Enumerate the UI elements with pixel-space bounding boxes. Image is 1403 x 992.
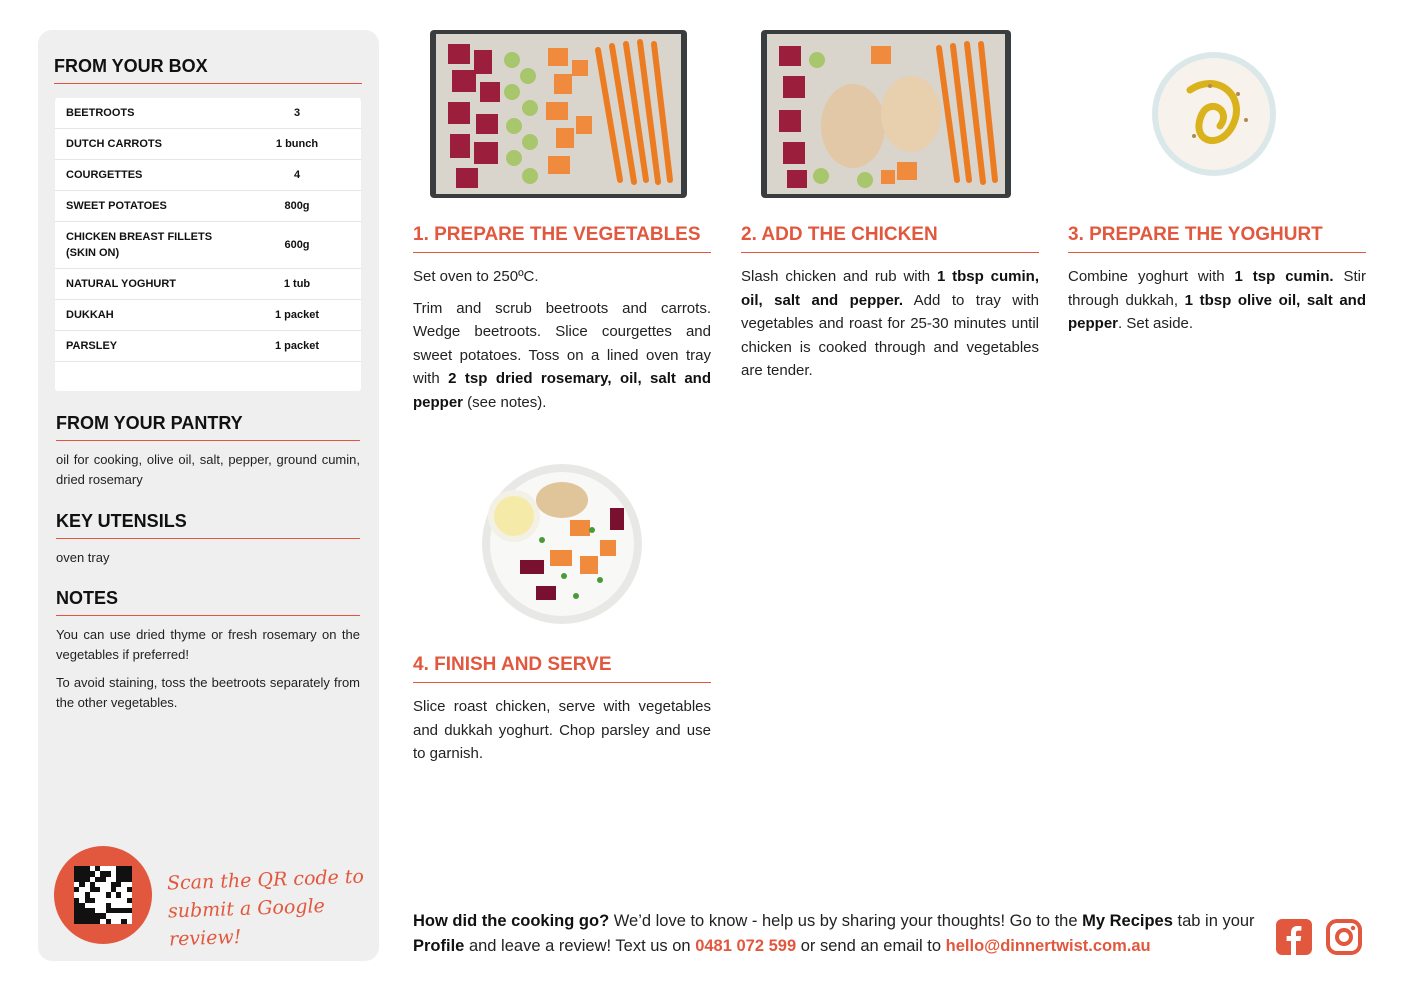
ingredient-qty: 1 packet: [274, 309, 320, 321]
footer-text: We’d love to know - help us by sharing your thoughts! Go to the: [609, 912, 1083, 930]
vegetables-tray-photo: [430, 30, 687, 198]
footer-text: tab in your: [1172, 912, 1255, 930]
bold-span: 2 tsp dried rosemary, oil, salt and pepper: [413, 370, 711, 411]
step-4: [413, 654, 711, 766]
ingredient-name: PARSLEY: [66, 340, 118, 352]
step-paragraph: [1068, 265, 1366, 336]
ingredient-qty: 3: [293, 107, 301, 119]
qr-caption: [167, 863, 370, 954]
qr-module: [95, 887, 100, 892]
qr-module: [127, 877, 132, 882]
ingredient-name: CHICKEN BREAST FILLETS (SKIN ON): [66, 231, 213, 259]
footer-text: or send an email to: [796, 937, 946, 955]
pantry-section: [56, 413, 360, 490]
bold-span: 1 tbsp cumin, oil, salt and pepper.: [741, 268, 1039, 309]
ingredients-sidebar: [38, 30, 379, 961]
qr-caption-line: Scan the QR code to: [166, 865, 365, 895]
qr-module: [106, 892, 111, 897]
step-title: 3. PREPARE THE YOGHURT: [1068, 224, 1366, 253]
step-paragraph: [413, 297, 711, 415]
email-link[interactable]: hello@dinnertwist.com.au: [945, 937, 1151, 955]
ingredient-name: COURGETTES: [66, 169, 143, 181]
note-text: To avoid staining, toss the beetroots separately from the other vegetables.: [56, 675, 360, 710]
utensils-text: oven tray: [56, 550, 110, 565]
plated-dish-photo: [480, 460, 644, 628]
step-1: [413, 224, 711, 414]
text-span: . Set aside.: [1118, 315, 1194, 332]
text-span: Slash chicken and rub with: [741, 268, 937, 285]
ingredient-qty: 4: [293, 169, 301, 181]
ingredient-row: [55, 269, 361, 300]
step-title: 1. PREPARE THE VEGETABLES: [413, 224, 711, 253]
bold-span: 1 tbsp olive oil, salt and pepper: [1068, 291, 1366, 332]
ingredient-row: [55, 129, 361, 160]
ingredient-row: [55, 160, 361, 191]
qr-module: [106, 871, 111, 876]
step-paragraph: [741, 265, 1039, 383]
step-text: [413, 695, 711, 766]
qr-module: [127, 908, 132, 913]
text-span: Stir through dukkah,: [1068, 268, 1366, 309]
ingredient-row: [55, 331, 361, 362]
ingredient-name: DUKKAH: [66, 309, 114, 321]
ingredient-qty: 1 packet: [274, 340, 320, 352]
qr-module: [90, 898, 95, 903]
qr-code-icon: [74, 866, 132, 924]
facebook-icon[interactable]: [1275, 918, 1313, 956]
footer-question: How did the cooking go?: [413, 912, 610, 930]
text-span: Trim and scrub beetroots and carrots. Wedge beetroots. Slice courgettes and sweet potatoes. Toss on a lined oven tray with: [413, 299, 711, 387]
notes-section: [56, 588, 360, 713]
ingredient-qty: 1 tub: [283, 278, 311, 290]
bold-span: 1 tsp cumin.: [1234, 268, 1334, 285]
ingredient-qty: 1 bunch: [275, 138, 319, 150]
pantry-title: FROM YOUR PANTRY: [56, 413, 360, 441]
ingredient-row: [55, 300, 361, 331]
my-recipes-label: My Recipes: [1082, 912, 1173, 930]
ingredient-name: SWEET POTATOES: [66, 200, 167, 212]
step-title: 2. ADD THE CHICKEN: [741, 224, 1039, 253]
utensils-section: [56, 511, 360, 568]
step-text: [413, 265, 711, 414]
qr-module: [106, 919, 111, 924]
qr-module: [127, 898, 132, 903]
utensils-title: KEY UTENSILS: [56, 511, 360, 539]
ingredient-row: [55, 98, 361, 129]
ingredient-row: [55, 191, 361, 222]
ingredient-qty: 600g: [284, 239, 310, 251]
qr-module: [116, 882, 121, 887]
text-span: Add to tray with vegetables and roast for 25-30 minutes until chicken is cooked through and vegetables are tender.: [741, 291, 1039, 379]
instagram-icon[interactable]: [1325, 918, 1363, 956]
qr-module: [127, 887, 132, 892]
text-span: (see notes).: [463, 393, 547, 411]
qr-caption-line: submit a Google review!: [167, 895, 326, 951]
yoghurt-bowl-photo: [1150, 50, 1278, 178]
phone-link[interactable]: 0481 072 599: [695, 937, 797, 955]
text-span: Combine yoghurt with: [1068, 268, 1235, 285]
qr-module: [79, 882, 84, 887]
footer-text: and leave a review! Text us on: [464, 937, 696, 955]
step-text: [741, 265, 1039, 383]
ingredients-table: [55, 98, 361, 391]
feedback-footer: [413, 909, 1263, 959]
ingredient-row: [55, 222, 361, 269]
step-title: 4. FINISH AND SERVE: [413, 654, 711, 683]
step-paragraph: Slice roast chicken, serve with vegetables and dukkah yoghurt. Chop parsley and use to garnish.: [413, 698, 711, 762]
qr-module: [121, 919, 126, 924]
step-text: [1068, 265, 1366, 336]
step-2: [741, 224, 1039, 383]
from-your-box-title: FROM YOUR BOX: [54, 56, 362, 84]
qr-module: [95, 919, 100, 924]
chicken-tray-photo: [761, 30, 1011, 198]
qr-module: [100, 877, 105, 882]
step-paragraph: Set oven to 250ºC.: [413, 268, 539, 285]
note-text: You can use dried thyme or fresh rosemary on the vegetables if preferred!: [56, 627, 360, 662]
pantry-text: oil for cooking, olive oil, salt, pepper, ground cumin, dried rosemary: [56, 452, 360, 487]
profile-label: Profile: [413, 937, 465, 955]
notes-title: NOTES: [56, 588, 360, 616]
ingredient-name: NATURAL YOGHURT: [66, 278, 176, 290]
ingredient-name: BEETROOTS: [66, 107, 135, 119]
qr-module: [116, 892, 121, 897]
qr-module: [74, 887, 79, 892]
ingredient-name: DUTCH CARROTS: [66, 138, 162, 150]
ingredient-qty: 800g: [284, 200, 310, 212]
qr-code-badge[interactable]: [54, 846, 152, 944]
step-3: [1068, 224, 1366, 336]
